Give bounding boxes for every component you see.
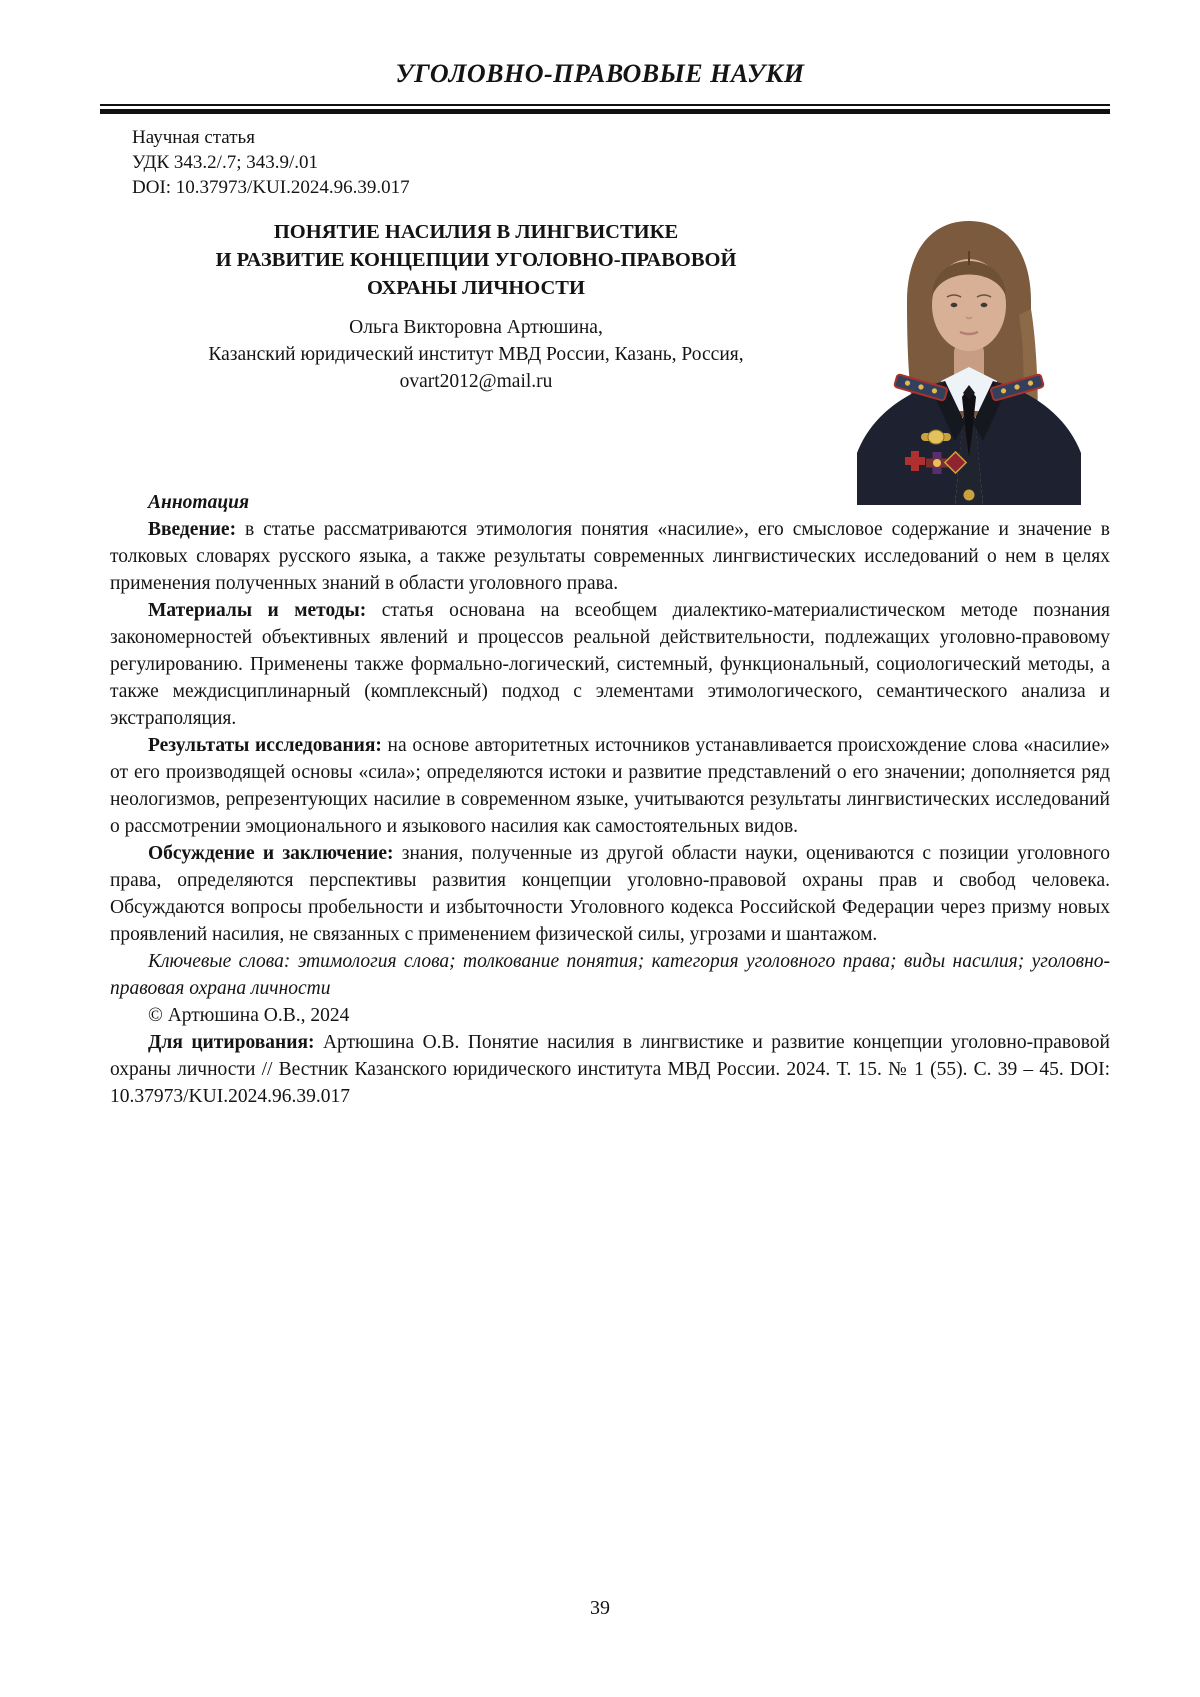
author-name: Ольга Викторовна Артюшина, [349,317,603,338]
abstract-heading: Аннотация [148,492,250,513]
keywords-label: Ключевые слова: [148,951,291,972]
abstract-paragraph-introduction [110,516,1110,597]
copyright-line: © Артюшина О.В., 2024 [148,1005,350,1026]
author-portrait-illustration [851,205,1087,505]
paragraph-text: в статье рассматриваются этимология понятия «насилие», его смысловое содержание и значение в толковых словарях русского языка, а также результаты современных лингвистических исследований о нем в целях применения полученных знаний в области уголовного права. [110,519,1111,594]
article-meta [132,125,410,200]
abstract-paragraph-results [110,732,1110,840]
section-header: УГОЛОВНО-ПРАВОВЫЕ НАУКИ [395,59,805,88]
paragraph-text: на основе авторитетных источников устанавливается происхождение слова «насилие» от его производящей основы «сила»; определяются истоки и развитие представлений о его значении; дополняется ряд неологизмов, репрезентующих насилие в современном языке, учитываются результаты лингвистических исследований о рассмотрении эмоционального и языкового насилия как самостоятельных видов. [110,735,1111,837]
paragraph-text: статья основана на всеобщем диалектико-материалистическом методе познания закономерностей объективных явлений и процессов реальной действительности, подлежащих уголовно-правовому регулированию. Применены также формально-логический, системный, функциональный, социологический методы, а также междисциплинарный (комплексный) подход с элементами этимологического, семантического анализа и экстраполяция. [110,600,1111,729]
abstract-paragraph-materials [110,597,1110,732]
citation-text: Артюшина О.В. Понятие насилия в лингвистике и развитие концепции уголовно-правовой охраны личности // Вестник Казанского юридического института МВД России. 2024. Т. 15. № 1 (55). С. 39 – 45. DOI: 10.37973/KUI.2024.96.39.017 [110,1032,1110,1107]
keywords-text: этимология слова; толкование понятия; категория уголовного права; виды насилия; уголовно-правовая охрана личности [110,951,1110,999]
article-title: ПОНЯТИЕ НАСИЛИЯ В ЛИНГВИСТИКЕ И РАЗВИТИЕ КОНЦЕПЦИИ УГОЛОВНО-ПРАВОВОЙ ОХРАНЫ ЛИЧНОСТИ [215,221,737,299]
paragraph-label: Введение: [148,519,237,540]
article-type: Научная статья [132,127,255,148]
header-rule-thin [100,104,1110,106]
page-number: 39 [590,1597,610,1619]
paragraph-label: Обсуждение и заключение: [148,843,394,864]
abstract-section [110,489,1110,1110]
paragraph-label: Материалы и методы: [148,600,367,621]
citation-line [110,1029,1110,1110]
author-email: ovart2012@mail.ru [399,371,553,392]
paragraph-text: знания, полученные из другой области науки, оцениваются с позиции уголовного права, определяются перспективы развития концепции уголовно-правовой охраны прав и свобод человека. Обсуждаются вопросы пробельности и избыточности Уголовного кодекса Российской Федерации через призму новых проявлений насилия, не связанных с применением физической силы, угрозами и шантажом. [110,843,1110,945]
author-affiliation: Казанский юридический институт МВД России, Казань, Россия, [208,344,744,365]
keywords-line [110,948,1110,1002]
paragraph-label: Результаты исследования: [148,735,382,756]
header-rule-thick [100,109,1110,114]
udc-code: УДК 343.2/.7; 343.9/.01 [132,152,319,173]
author-portrait-photo [851,205,1087,505]
abstract-paragraph-discussion [110,840,1110,948]
author-block [110,314,842,395]
doi-code: DOI: 10.37973/KUI.2024.96.39.017 [132,177,410,198]
citation-label: Для цитирования: [148,1032,315,1053]
title-column [110,218,842,395]
